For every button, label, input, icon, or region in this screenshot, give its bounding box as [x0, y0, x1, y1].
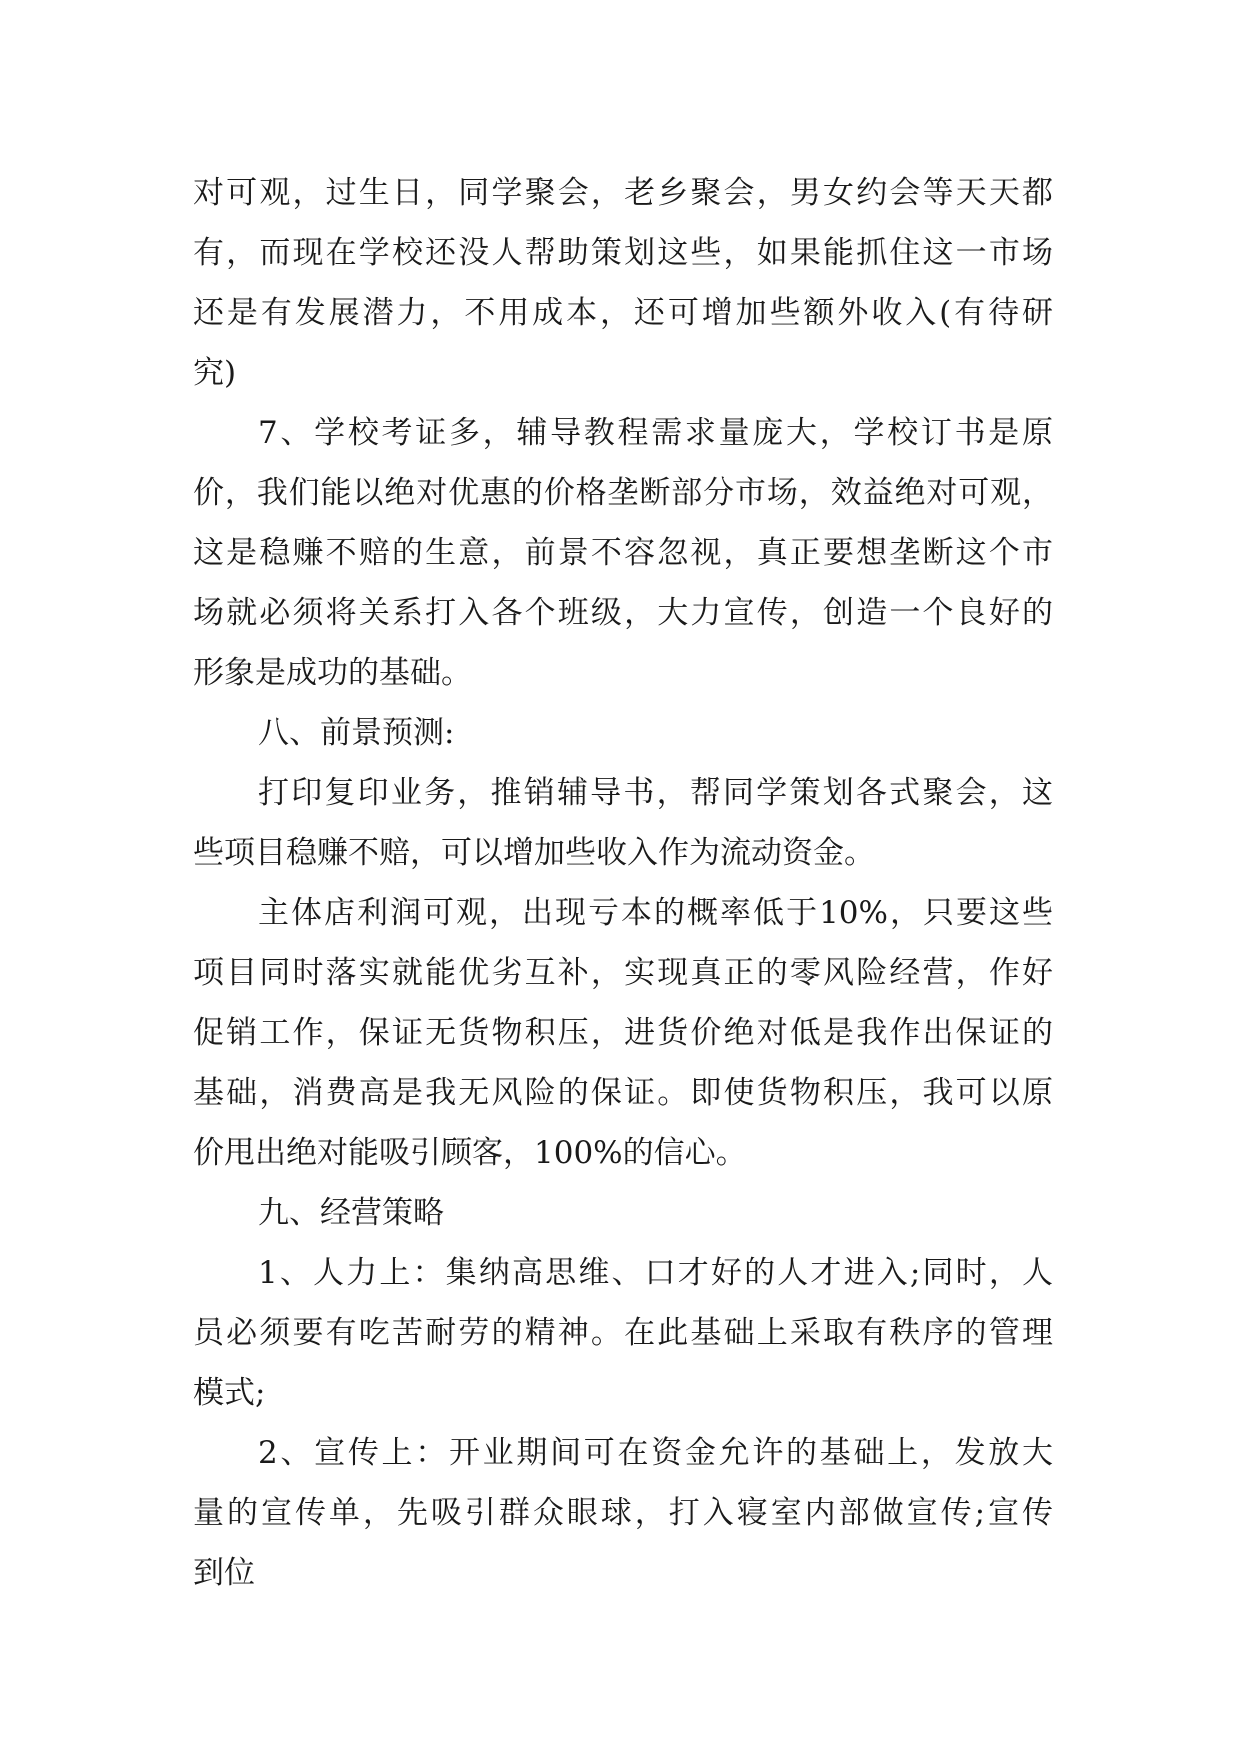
paragraph-line: 项目同时落实就能优劣互补，实现真正的零风险经营，作好 [193, 955, 1053, 991]
paragraph-line: 员必须要有吃苦耐劳的精神。在此基础上采取有秩序的管理 [193, 1315, 1053, 1351]
paragraph-line: 有，而现在学校还没人帮助策划这些，如果能抓住这一市场 [193, 235, 1053, 271]
paragraph-line: 价甩出绝对能吸引顾客，100%的信心。 [193, 1135, 747, 1171]
paragraph-line: 基础，消费高是我无风险的保证。即使货物积压，我可以原 [193, 1075, 1053, 1111]
paragraph-line: 些项目稳赚不赔，可以增加些收入作为流动资金。 [193, 835, 875, 871]
paragraph-line: 打印复印业务，推销辅导书，帮同学策划各式聚会，这 [258, 775, 1053, 811]
section-heading: 九、经营策略 [258, 1195, 444, 1231]
paragraph-line: 对可观，过生日，同学聚会，老乡聚会，男女约会等天天都 [193, 175, 1053, 211]
paragraph-line: 价，我们能以绝对优惠的价格垄断部分市场，效益绝对可观， [193, 475, 1053, 511]
paragraph-line: 这是稳赚不赔的生意，前景不容忽视，真正要想垄断这个市 [193, 535, 1053, 571]
paragraph-line: 还是有发展潜力，不用成本，还可增加些额外收入(有待研 [193, 295, 1053, 331]
paragraph-line: 促销工作，保证无货物积压，进货价绝对低是我作出保证的 [193, 1015, 1053, 1051]
section-heading: 八、前景预测: [258, 715, 455, 751]
paragraph-line: 究) [193, 355, 237, 391]
paragraph-line: 量的宣传单，先吸引群众眼球，打入寝室内部做宣传;宣传 [193, 1495, 1053, 1531]
paragraph-line: 主体店利润可观，出现亏本的概率低于10%，只要这些 [258, 895, 1053, 931]
paragraph-line: 场就必须将关系打入各个班级，大力宣传，创造一个良好的 [193, 595, 1053, 631]
paragraph-line: 模式; [193, 1375, 266, 1411]
paragraph-line: 7、学校考证多，辅导教程需求量庞大，学校订书是原 [258, 415, 1053, 451]
paragraph-line: 1、人力上：集纳高思维、口才好的人才进入;同时，人 [258, 1255, 1053, 1291]
paragraph-line: 2、宣传上：开业期间可在资金允许的基础上，发放大 [258, 1435, 1053, 1471]
paragraph-line: 到位 [193, 1555, 255, 1591]
paragraph-line: 形象是成功的基础。 [193, 655, 472, 691]
